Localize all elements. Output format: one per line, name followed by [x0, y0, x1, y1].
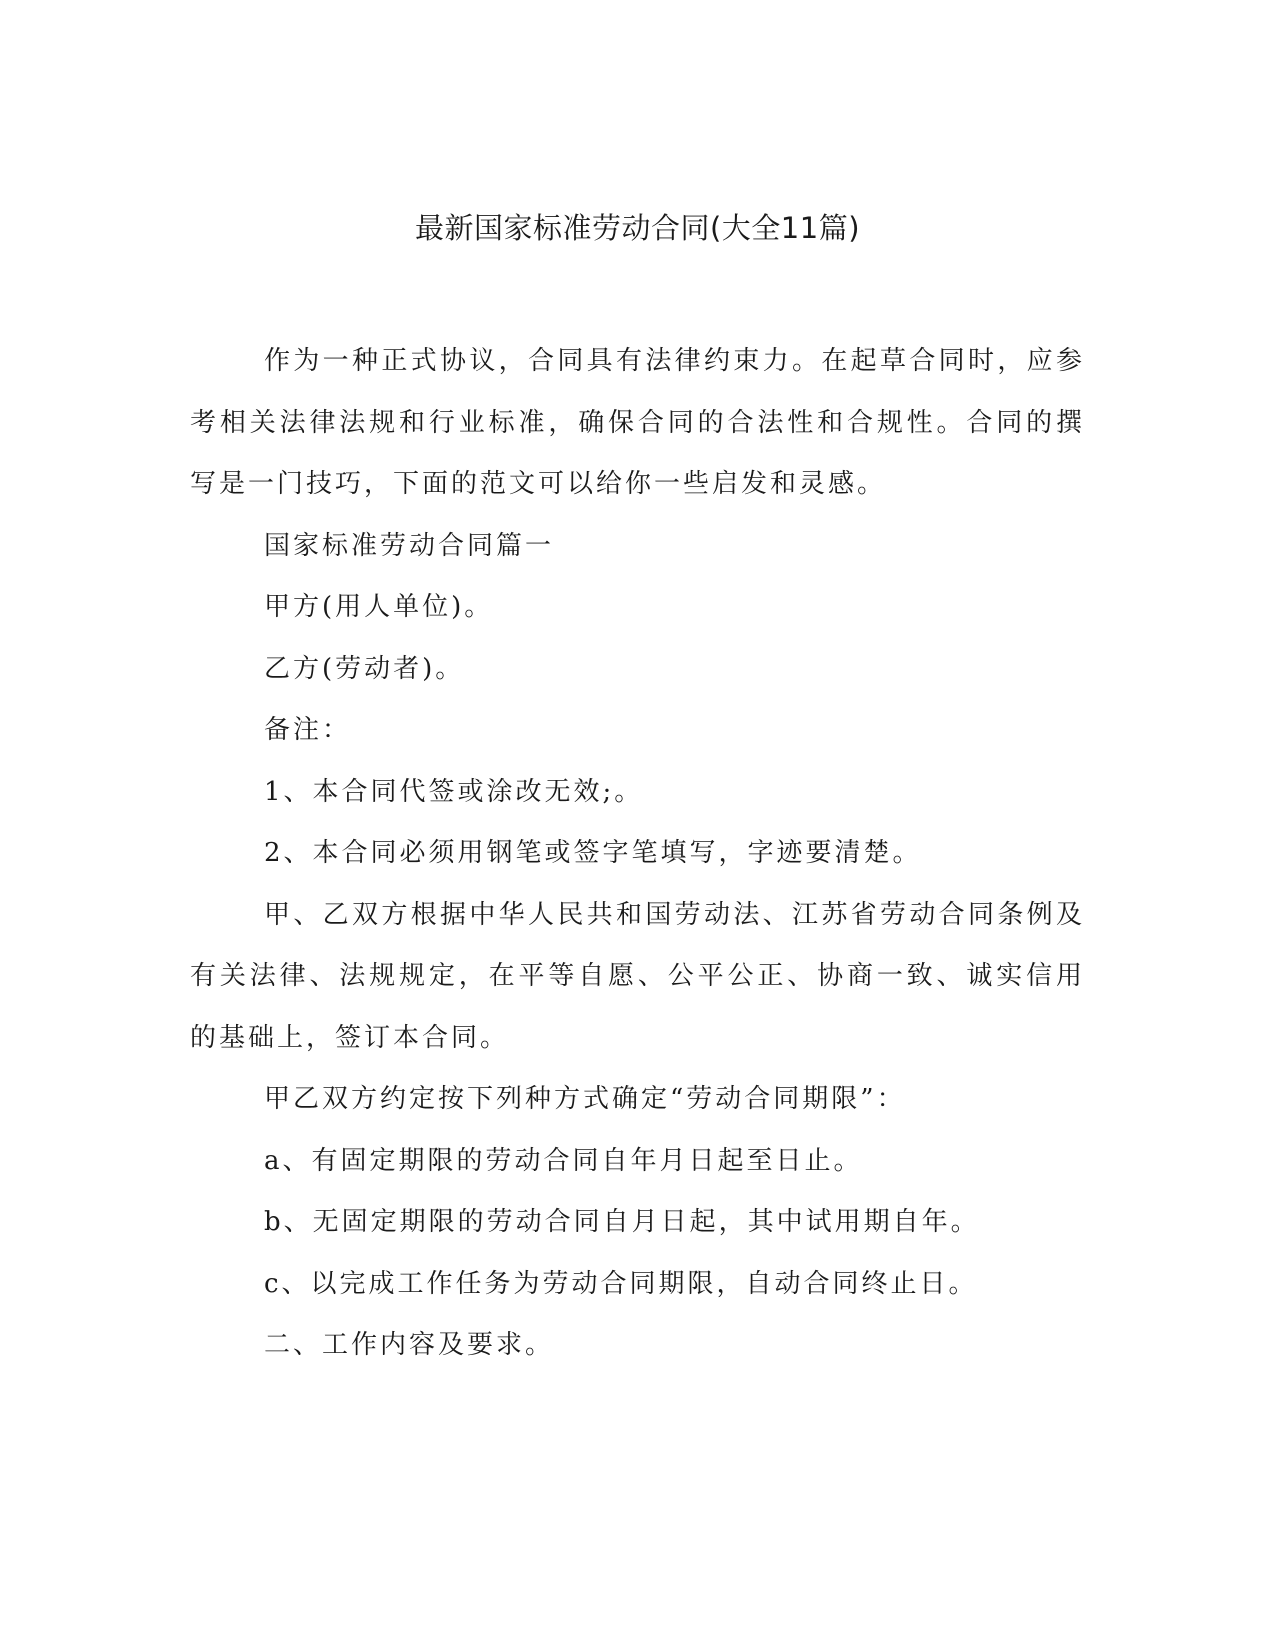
- remarks-heading: 备注：: [264, 715, 352, 745]
- section-heading-work-content: 二、工作内容及要求。: [264, 1330, 555, 1360]
- remark-item-1: 1、本合同代签或涂改无效;。: [264, 776, 644, 807]
- term-option-c: c、以完成工作任务为劳动合同期限，自动合同终止日。: [264, 1268, 978, 1299]
- party-a-line: 甲方(用人单位)。: [264, 592, 494, 622]
- term-option-b: b、无固定期限的劳动合同自月日起，其中试用期自年。: [264, 1207, 980, 1237]
- paragraph-basis: 甲、乙双方根据中华人民共和国劳动法、江苏省劳动合同条例及有关法律、法规规定，在平等自愿、公平公正、协商一致、诚实信用的基础上，签订本合同。: [190, 899, 1085, 1053]
- term-option-a: a、有固定期限的劳动合同自年月日起至日止。: [264, 1145, 863, 1176]
- paragraph-term-method: 甲乙双方约定按下列种方式确定“劳动合同期限”：: [264, 1084, 906, 1114]
- paragraph-intro: 作为一种正式协议，合同具有法律约束力。在起草合同时，应参考相关法律法规和行业标准，确保合同的合法性和合规性。合同的撰写是一门技巧，下面的范文可以给你一些启发和灵感。: [190, 346, 1085, 499]
- party-b-line: 乙方(劳动者)。: [264, 653, 465, 684]
- section-heading-chapter-one: 国家标准劳动合同篇一: [264, 530, 555, 561]
- document-body: [190, 331, 1085, 1377]
- remark-item-2: 2、本合同必须用钢笔或签字笔填写，字迹要清楚。: [264, 838, 922, 868]
- document-title: 最新国家标准劳动合同(大全11篇): [414, 211, 861, 245]
